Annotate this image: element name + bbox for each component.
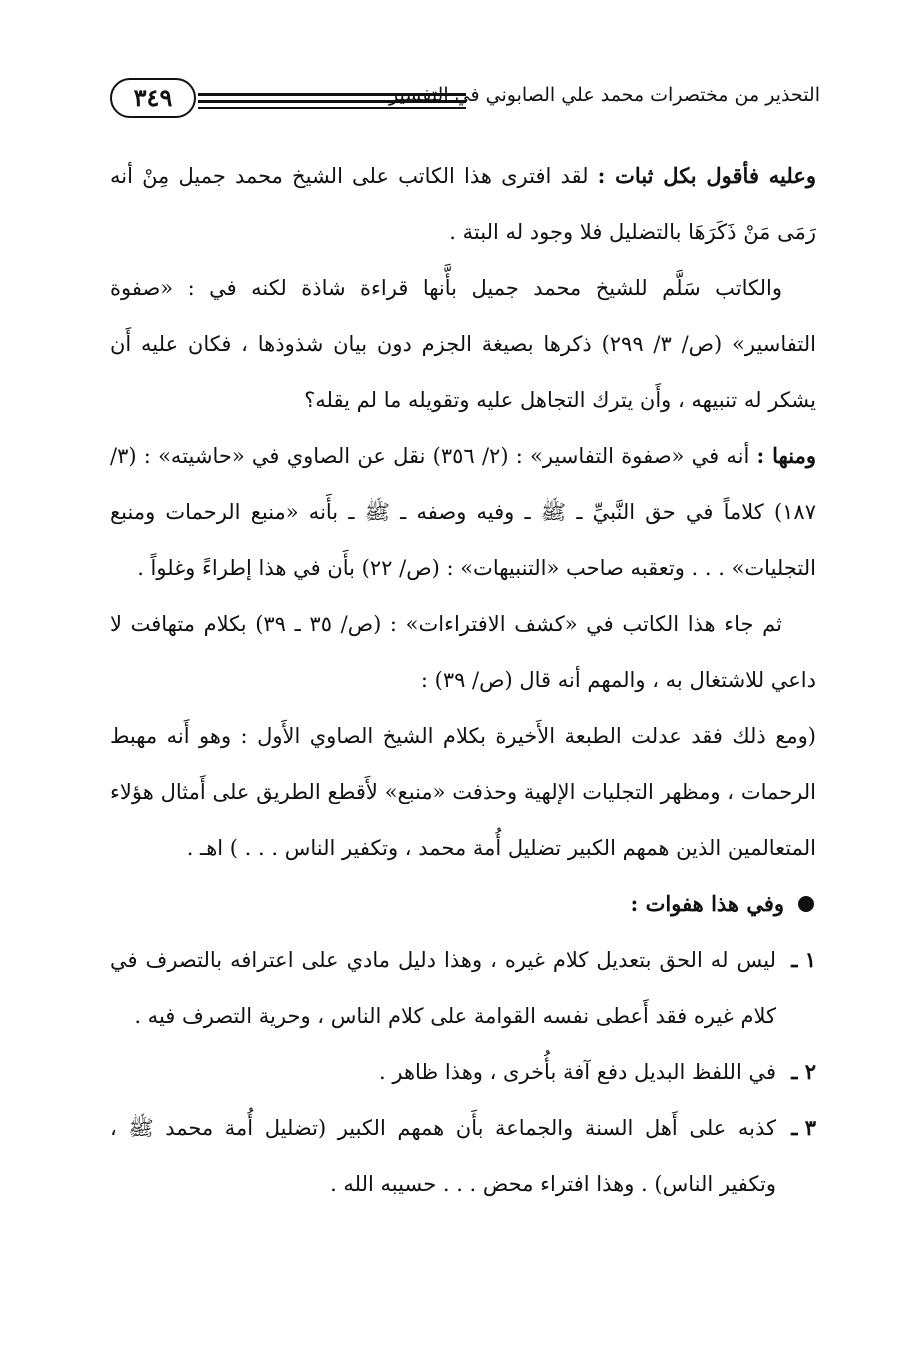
item-text: في اللفظ البديل دفع آفة بأُخرى ، وهذا ظاهر . xyxy=(379,1060,776,1084)
paragraph-text: (ومع ذلك فقد عدلت الطبعة الأَخيرة بكلام الشيخ الصاوي الأَول : وهو أَنه مهبط الرحمات ، ومظهر التجليات الإلهية وحذفت «منبع» لأَقطع الطريق على أَمثال هؤلاء المتعالمين الذين همهم الكبير تضليل أُمة محمد ، وتكفير الناس . . . ) اهـ . xyxy=(110,724,816,860)
numbered-item xyxy=(110,932,816,1044)
page-number: ٣٤٩ xyxy=(110,78,196,118)
page-body xyxy=(110,148,816,1212)
bullet-heading-text: وفي هذا هفوات : xyxy=(630,891,784,916)
paragraph-text: والكاتب سَلَّم للشيخ محمد جميل بأَّنها قراءة شاذة لكنه في : «صفوة التفاسير» (ص/ ٣/ ٢٩٩) ذكرها بصيغة الجزم دون بيان شذوذها ، فكان عليه أَن يشكر له تنبيهه ، وأَن يترك التجاهل عليه وتقويله ما لم يقله؟ xyxy=(110,276,816,412)
item-text: كذبه على أَهل السنة والجماعة بأَن همهم الكبير (تضليل أُمة محمد ﷺ ، وتكفير الناس) . وهذا افتراء محض . . . حسيبه الله . xyxy=(110,1116,776,1196)
paragraph xyxy=(110,428,816,596)
item-text: ليس له الحق بتعديل كلام غيره ، وهذا دليل مادي على اعترافه بالتصرف في كلام غيره فقد أَعطى نفسه القوامة على كلام الناس ، وحرية التصرف فيه . xyxy=(110,948,776,1028)
paragraph-lead: وعليه فأقول بكل ثبات : xyxy=(597,163,816,188)
item-number: ٢ ـ xyxy=(791,1059,816,1084)
paragraph-text: لقد افترى هذا الكاتب على الشيخ محمد جميل مِنْ أنه رَمَى مَنْ ذَكَرَهَا بالتضليل فلا وجود له البتة . xyxy=(110,164,816,244)
paragraph-text: ثم جاء هذا الكاتب في «كشف الافتراءات» : (ص/ ٣٥ ـ ٣٩) بكلام متهافت لا داعي للاشتغال به ، والمهم أنه قال (ص/ ٣٩) : xyxy=(110,612,816,692)
numbered-item xyxy=(110,1100,816,1212)
item-number: ١ ـ xyxy=(791,947,816,972)
quote-paragraph xyxy=(110,708,816,876)
paragraph xyxy=(110,260,816,428)
bullet-heading xyxy=(110,876,816,932)
page-header xyxy=(100,68,820,128)
paragraph xyxy=(110,148,816,260)
paragraph xyxy=(110,596,816,708)
running-title: التحذير من مختصرات محمد علي الصابوني في التفسير xyxy=(389,84,820,106)
numbered-item xyxy=(110,1044,816,1100)
item-number: ٣ ـ xyxy=(791,1115,816,1140)
header-rule xyxy=(198,107,466,109)
paragraph-text: أنه في «صفوة التفاسير» : (٢/ ٣٥٦) نقل عن الصاوي في «حاشيته» : (٣/ ١٨٧) كلاماً في حق النَّبيِّ ـ ﷺ ـ وفيه وصفه ـ ﷺ ـ بأَنه «منبع الرحمات ومنبع التجليات» . . . وتعقبه صاحب «التنبيهات» : (ص/ ٢٢) بأَن في هذا إطراءً وغلواً . xyxy=(110,444,816,580)
bullet-dot-icon xyxy=(798,896,814,912)
paragraph-lead: ومنها : xyxy=(756,443,816,468)
